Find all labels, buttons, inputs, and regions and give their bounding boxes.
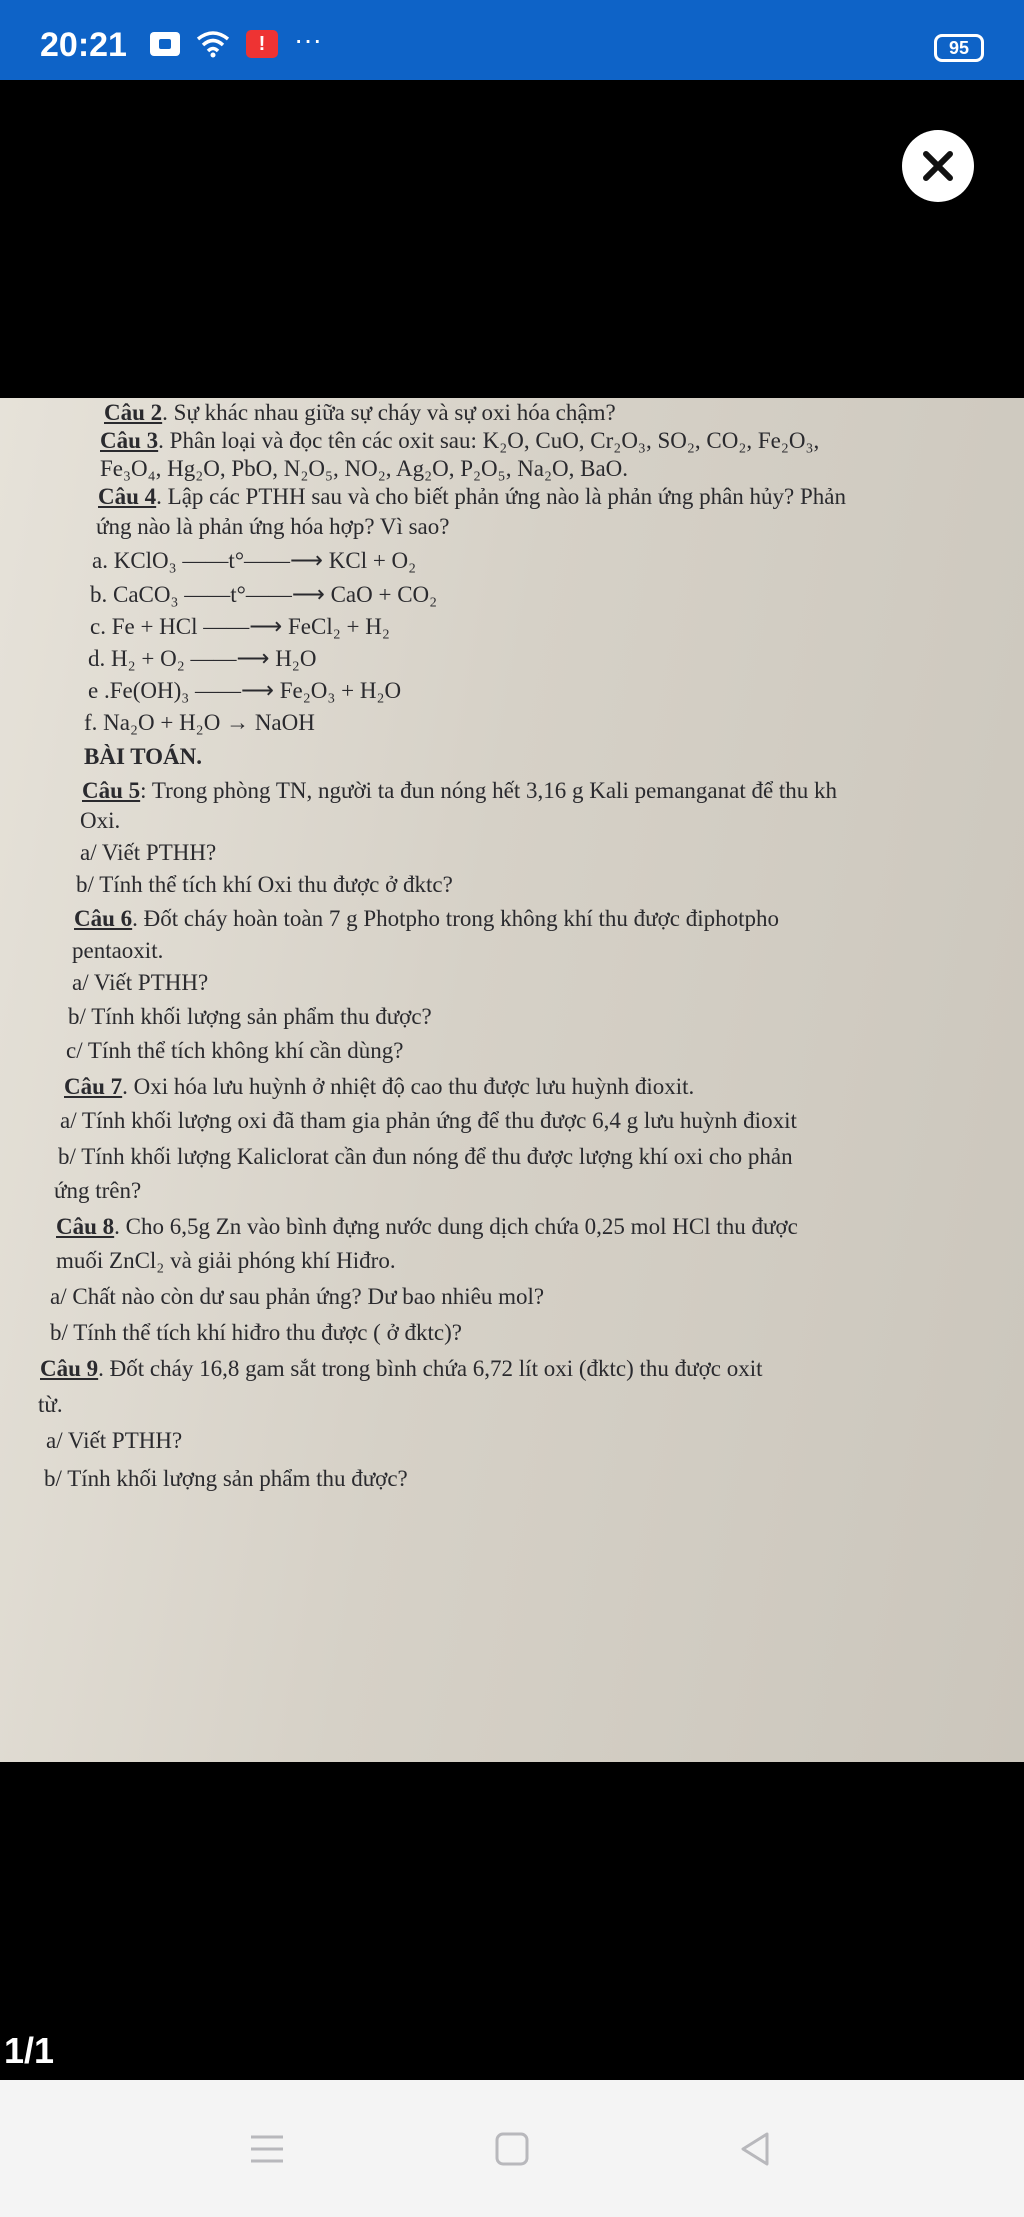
status-bar [0, 0, 1024, 80]
question-7-b: b/ Tính khối lượng Kaliclorat cần đun nóng để thu được lượng khí oxi cho phản [58, 1144, 793, 1169]
navigation-bar [0, 2080, 1024, 2217]
back-triangle-icon [735, 2129, 775, 2169]
close-button[interactable] [902, 130, 974, 202]
question-5-b: b/ Tính thể tích khí Oxi thu được ở đktc? [76, 872, 453, 897]
menu-icon [247, 2131, 287, 2167]
question-4: Câu 4. Lập các PTHH sau và cho biết phản ứng nào là phản ứng phân hủy? Phản [98, 484, 846, 509]
question-5: Câu 5: Trong phòng TN, người ta đun nóng hết 3,16 g Kali pemanganat để thu kh [82, 778, 838, 803]
question-2: Câu 2. Sự khác nhau giữa sự cháy và sự oxi hóa chậm? [104, 400, 616, 425]
question-7-cont: ứng trên? [54, 1178, 142, 1203]
equation-f: f. Na₂O + H₂O → NaOH [84, 710, 315, 735]
equation-a: a. KClO₃ ——t°——⟶ KCl + O₂ [92, 548, 417, 573]
question-7: Câu 7. Oxi hóa lưu huỳnh ở nhiệt độ cao thu được lưu huỳnh đioxit. [64, 1074, 695, 1099]
section-title: BÀI TOÁN. [84, 744, 203, 769]
recents-button[interactable] [242, 2124, 292, 2174]
question-6: Câu 6. Đốt cháy hoàn toàn 7 g Photpho trong không khí thu được điphotpho [74, 906, 780, 931]
question-9: Câu 9. Đốt cháy 16,8 gam sắt trong bình chứa 6,72 lít oxi (đktc) thu được oxit [40, 1356, 763, 1381]
question-9-a: a/ Viết PTHH? [46, 1428, 183, 1453]
question-3-cont: Fe₃O₄, Hg₂O, PbO, N₂O₅, NO₂, Ag₂O, P₂O₅, Na₂O, BaO. [100, 456, 629, 481]
question-9-cont: từ. [38, 1392, 63, 1417]
close-icon [920, 148, 956, 184]
battery-level: 95 [948, 37, 970, 58]
back-button[interactable] [730, 2124, 780, 2174]
question-6-a: a/ Viết PTHH? [72, 970, 209, 995]
battery-icon [934, 34, 984, 62]
question-6-cont: pentaoxit. [72, 938, 164, 963]
question-3: Câu 3. Phân loại và đọc tên các oxit sau: K₂O, CuO, Cr₂O₃, SO₂, CO₂, Fe₂O₃, [100, 428, 820, 453]
more-notifications-icon: ··· [294, 24, 322, 55]
home-button[interactable] [487, 2124, 537, 2174]
question-7-a: a/ Tính khối lượng oxi đã tham gia phản ứng để thu được 6,4 g lưu huỳnh đioxit [60, 1108, 797, 1133]
home-square-icon [492, 2129, 532, 2169]
question-4-cont: ứng nào là phản ứng hóa hợp? Vì sao? [96, 514, 450, 539]
question-6-b: b/ Tính khối lượng sản phẩm thu được? [68, 1004, 432, 1029]
question-5-cont: Oxi. [80, 808, 121, 833]
question-9-b: b/ Tính khối lượng sản phẩm thu được? [44, 1466, 408, 1491]
question-6-c: c/ Tính thể tích không khí cần dùng? [66, 1038, 404, 1063]
status-icons [150, 24, 322, 58]
equation-c: c. Fe + HCl ——⟶ FeCl₂ + H₂ [90, 614, 390, 639]
equation-e: e .Fe(OH)₃ ——⟶ Fe₂O₃ + H₂O [88, 678, 402, 703]
app-alert-icon: ! [246, 30, 278, 58]
question-5-a: a/ Viết PTHH? [80, 840, 217, 865]
question-8-b: b/ Tính thể tích khí hiđro thu được ( ở đktc)? [50, 1320, 462, 1345]
wifi-icon [196, 30, 230, 58]
question-8-a: a/ Chất nào còn dư sau phản ứng? Dư bao nhiêu mol? [50, 1284, 545, 1309]
status-time: 20:21 [40, 26, 127, 64]
equation-b: b. CaCO₃ ——t°——⟶ CaO + CO₂ [90, 582, 438, 607]
notification-icon [150, 32, 180, 56]
question-8-cont: muối ZnCl₂ và giải phóng khí Hiđro. [56, 1248, 396, 1273]
document-photo [0, 398, 1024, 1762]
equation-d: d. H₂ + O₂ ——⟶ H₂O [88, 646, 317, 671]
question-8: Câu 8. Cho 6,5g Zn vào bình đựng nước dung dịch chứa 0,25 mol HCl thu được [56, 1214, 798, 1239]
page-counter: 1/1 [4, 2030, 55, 2071]
